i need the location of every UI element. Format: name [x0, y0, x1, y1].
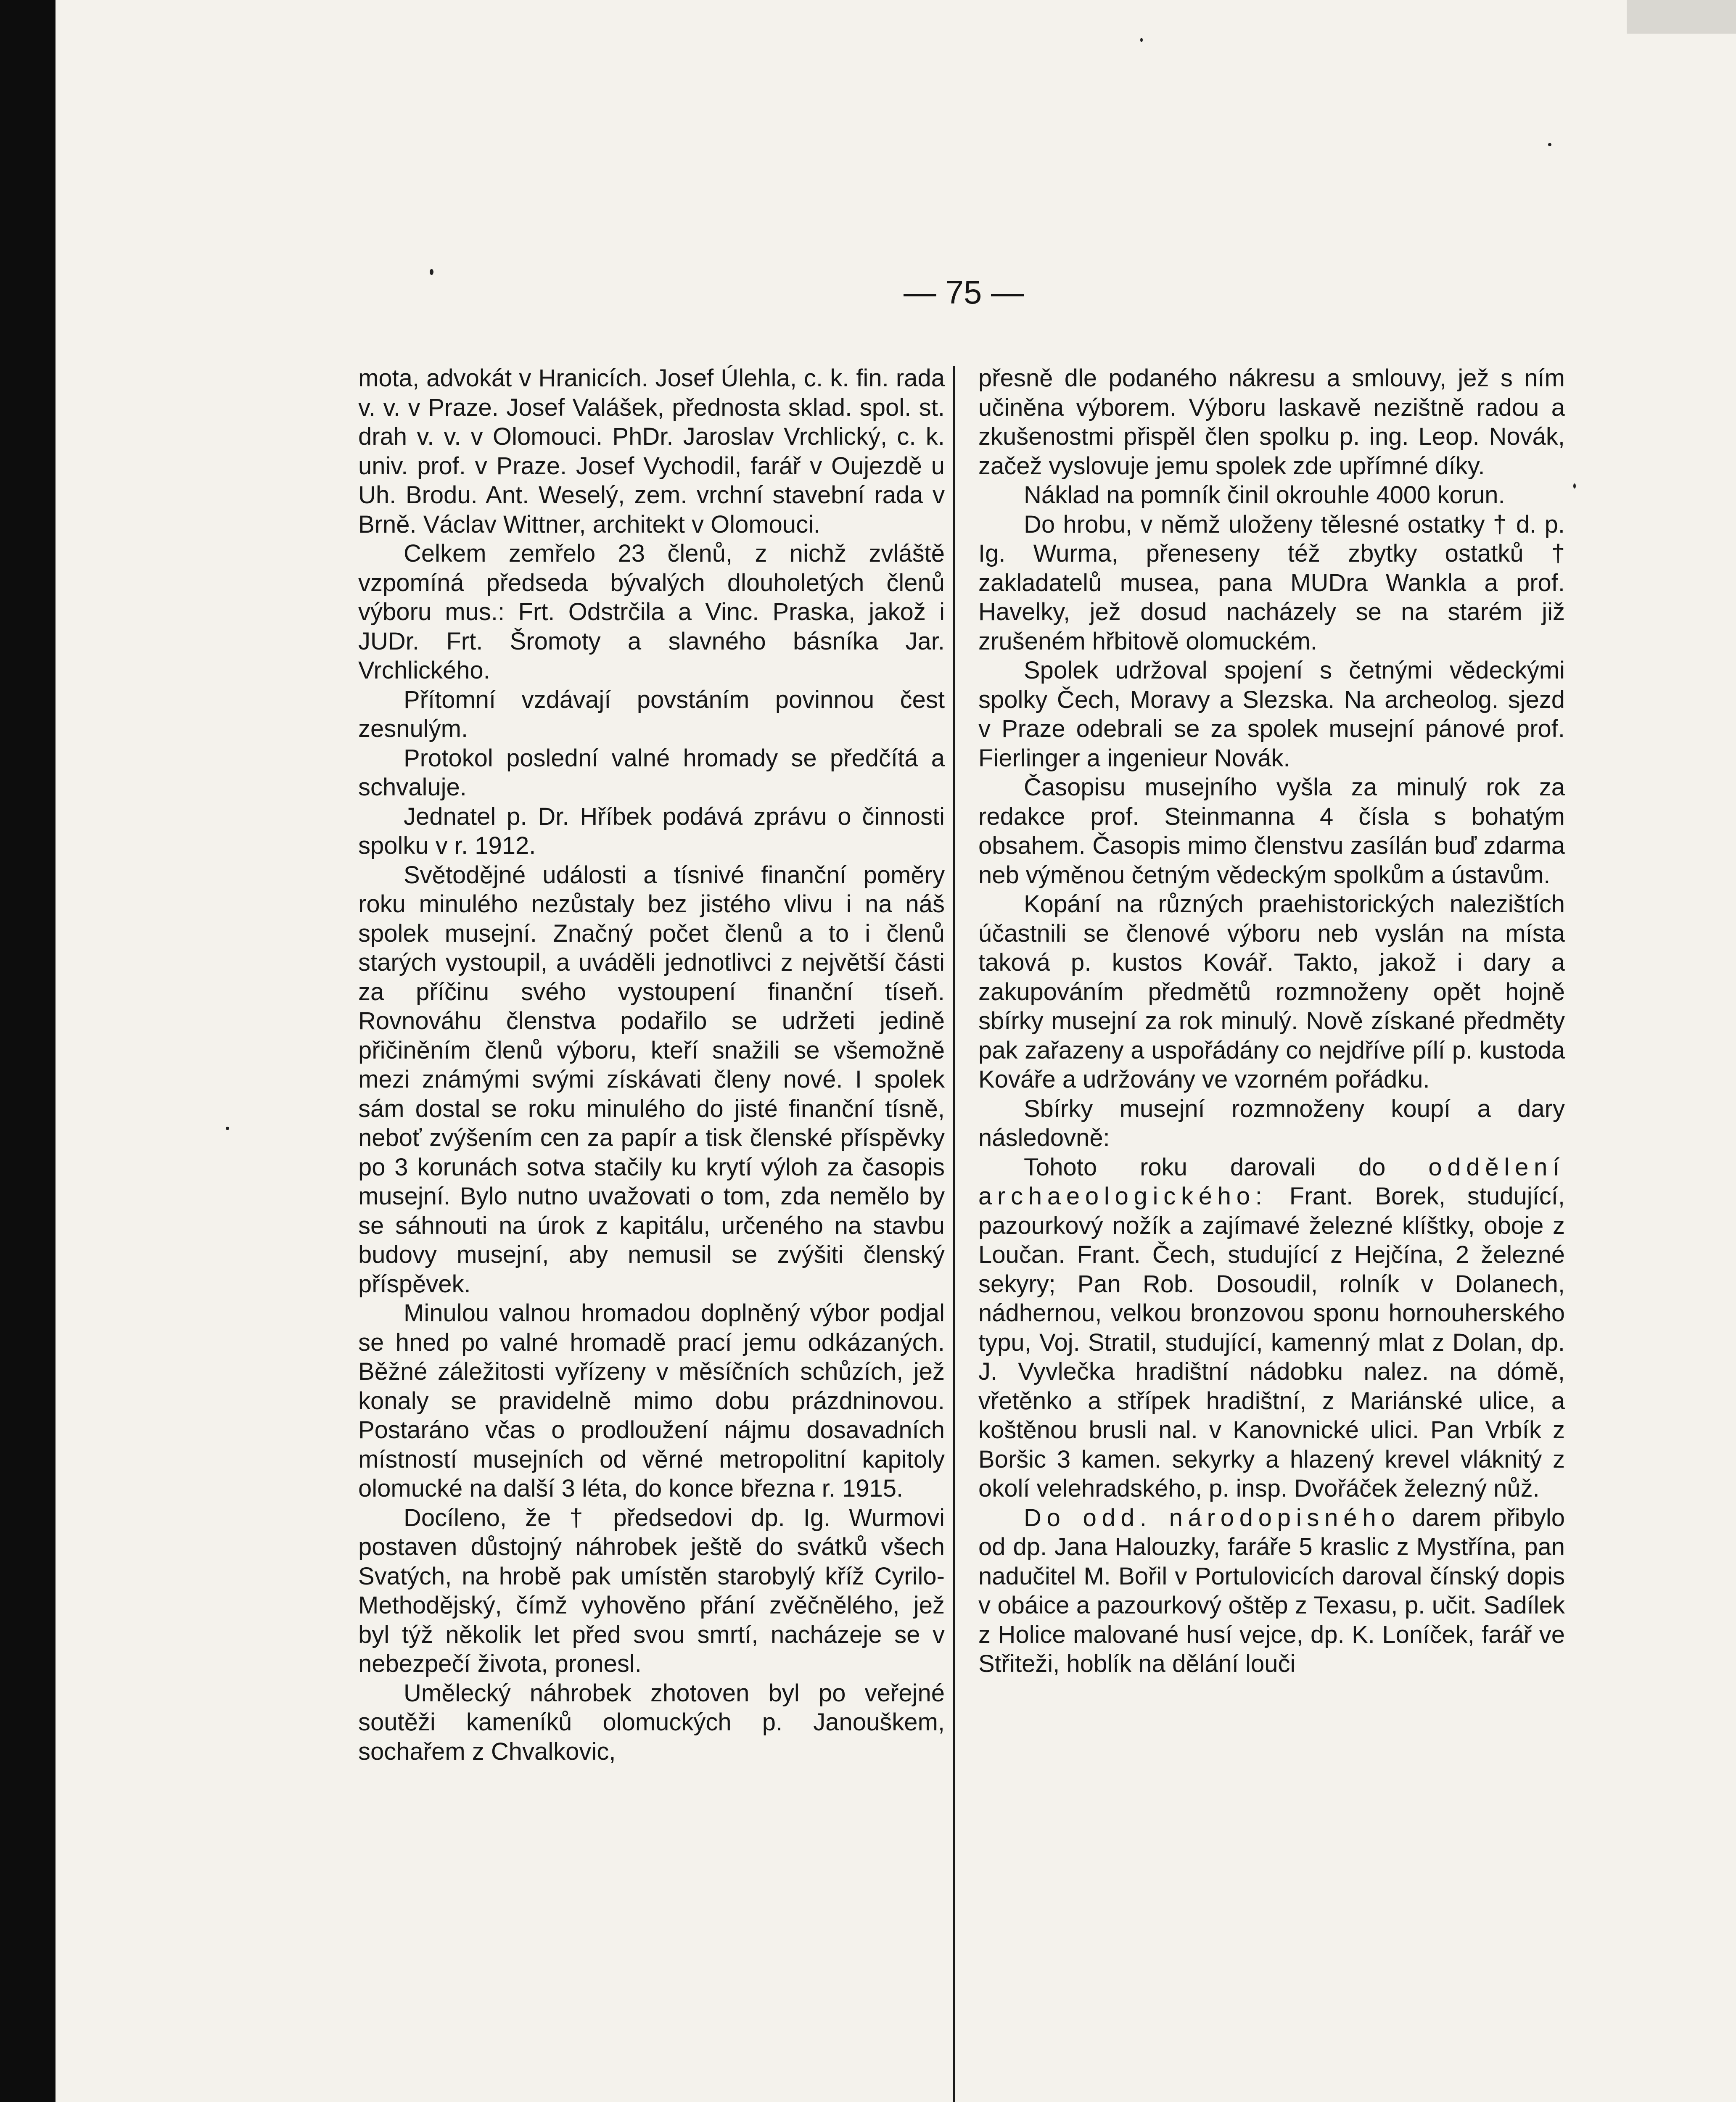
paragraph: Umělecký náhrobek zhotoven byl po veřejné soutěži kameníků olomuckých p. Janouškem, sochařem z Chvalkovic,: [358, 1679, 945, 1765]
paragraph: mota, advokát v Hranicích. Josef Úlehla, c. k. fin. rada v. v. v Praze. Josef Valášek, přednosta sklad. spol. st. drah v. v. v Olomouci. PhDr. Jaroslav Vrchlický, c. k. univ. prof. v Praze. Josef Vychodil, farář v Oujezdě u Uh. Brodu. Ant. Weselý, zem. vrchní stavební rada v Brně. Václav Wittner, architekt v Olomouci.: [358, 364, 945, 538]
paragraph: Kopání na různých praehistorických nalezištích účastnili se členové výboru neb vyslán na místa taková p. kustos Kovář. Takto, jakož i dary a zakupováním předmětů rozmnoženy opět hojně sbírky musejní za rok minulý. Nově získané předměty pak zařazeny a uspořádány co nejdříve pílí p. kustoda Kováře a udržovány ve vzorném pořádku.: [978, 890, 1565, 1093]
ink-speck: [430, 269, 433, 275]
section-heading-spaced: oddělení archaeologického:: [978, 1153, 1565, 1210]
paragraph: Docíleno, že † předsedovi dp. Ig. Wurmovi postaven důstojný náhrobek ještě do svátků všech Svatých, na hrobě pak umístěn starobylý kříž Cyrilo-Methodějský, čímž vyhověno přání zvěčnělého, jež byl týž několik let před svou smrtí, nacházeje se v nebezpečí života, pronesl.: [358, 1504, 945, 1677]
paragraph: Sbírky musejní rozmnoženy koupí a dary následovně:: [978, 1095, 1565, 1151]
paragraph-ethnography: [978, 1503, 1565, 1679]
document-page: [55, 0, 1736, 2102]
paragraph: Celkem zemřelo 23 členů, z nichž zvláště vzpomíná předseda bývalých dlouholetých členů výboru mus.: Frt. Odstrčila a Vinc. Praska, jakož i JUDr. Frt. Šromoty a slavného básníka Jar. Vrchlického.: [358, 540, 945, 684]
paragraph-lead: Tohoto roku darovali do: [1024, 1153, 1429, 1181]
paragraph: Časopisu musejního vyšla za minulý rok za redakce prof. Steinmanna 4 čísla s bohatým obsahem. Časopis mimo členstvu zasílán buď zdarma neb výměnou četným vědeckým spolkům a ústavům.: [978, 774, 1565, 889]
ink-speck: [1140, 38, 1143, 42]
paragraph: Jednatel p. Dr. Hříbek podává zprávu o činnosti spolku v r. 1912.: [358, 803, 945, 859]
paragraph: přesně dle podaného nákresu a smlouvy, jež s ním učiněna výborem. Výboru laskavě nezištně radou a zkušenostmi přispěl člen spolku p. ing. Leop. Novák, začež vyslovuje jemu spolek zde upřímné díky.: [978, 364, 1565, 480]
paragraph: Do hrobu, v němž uloženy tělesné ostatky † d. p. Ig. Wurma, přeneseny též zbytky ostatků † zakladatelů musea, pana MUDra Wankla a prof. Havelky, jež dosud nacházely se na starém již zrušeném hřbitově olomuckém.: [978, 510, 1565, 655]
ink-speck: [1573, 483, 1576, 489]
paragraph: Spolek udržoval spojení s četnými vědeckými spolky Čech, Moravy a Slezska. Na archeolog. sjezd v Praze odebrali se za spolek musejní pánové prof. Fierlinger a ingenieur Novák.: [978, 657, 1565, 772]
paragraph-text: Frant. Borek, studující, pazourkový nožík a zajímavé železné klíštky, oboje z Loučan. Frant. Čech, studující z Hejčína, 2 železné sekyry; Pan Rob. Dosoudil, rolník v Dolanech, nádhernou, velkou bronzovou sponu hornouherského typu, Voj. Stratil, studující, kamenný mlat z Dolan, dp. J. Vyvlečka hradištní nádobku nalez. na dómě, vřetěnko a střípek hradištní, z Mariánské ulice, a koštěnou brusli nal. v Kanovnické ulici. Pan Vrbík z Boršic 3 kamen. sekyrky a hlazený krevel vláknitý z okolí velehradského, p. insp. Dvořáček železný nůž.: [978, 1183, 1565, 1502]
column-divider: [953, 366, 955, 2102]
scan-edge: [1627, 0, 1736, 34]
paragraph: Protokol poslední valné hromady se předčítá a schvaluje.: [358, 744, 945, 801]
paragraph-text: darem přibylo od dp. Jana Halouzky, faráře 5 kraslic z Mystřína, pan nadučitel M. Bořil v Portulovicích daroval čínský dopis v obáice a pazourkový oštěp z Texasu, p. učit. Sadílek z Holice malované husí vejce, dp. K. Loníček, farář ve Střiteži, hoblík na dělání louči: [978, 1504, 1565, 1677]
page-number: — 75 —: [903, 274, 1024, 311]
paragraph: Minulou valnou hromadou doplněný výbor podjal se hned po valné hromadě prací jemu odkázaných. Běžné záležitosti vyřízeny v měsíčních schůzích, jež konaly se pravidelně mimo dobu prázdninovou. Postaráno včas o prodloužení nájmu dosavadních místností musejních od věrné metropolitní kapitoly olomucké na další 3 léta, do konce března r. 1915.: [358, 1299, 945, 1502]
paragraph-archaeology: [978, 1153, 1565, 1503]
section-heading-spaced: Do odd. národopisného: [1024, 1504, 1400, 1532]
ink-speck: [1548, 143, 1551, 146]
paragraph: Přítomní vzdávají povstáním povinnou čest zesnulým.: [358, 686, 945, 742]
ink-speck: [226, 1127, 229, 1130]
left-column: [358, 364, 945, 1766]
paragraph: Náklad na pomník činil okrouhle 4000 korun.: [1024, 481, 1505, 509]
right-column: [978, 364, 1565, 1679]
paragraph: Světodějné události a tísnivé finanční poměry roku minulého nezůstaly bez jistého vlivu i na náš spolek musejní. Značný počet členů a to i členů starých vystoupil, a uváděli jednotlivci z největší části za příčinu svého vystoupení finanční tíseň. Rovnováhu členstva podařilo se udržeti jedině přičiněním členů výboru, kteří snažili se všemožně mezi známými svými získávati členy nové. I spolek sám dostal se roku minulého do jisté finanční tísně, neboť zvýšením cen za papír a tisk členské příspěvky po 3 korunách sotva stačily ku krytí výloh za časopis musejní. Bylo nutno uvažovati o tom, zda nemělo by se sáhnouti na úrok z kapitálu, určeného na stavbu budovy musejní, aby nemusil se zvýšiti členský příspěvek.: [358, 861, 945, 1298]
